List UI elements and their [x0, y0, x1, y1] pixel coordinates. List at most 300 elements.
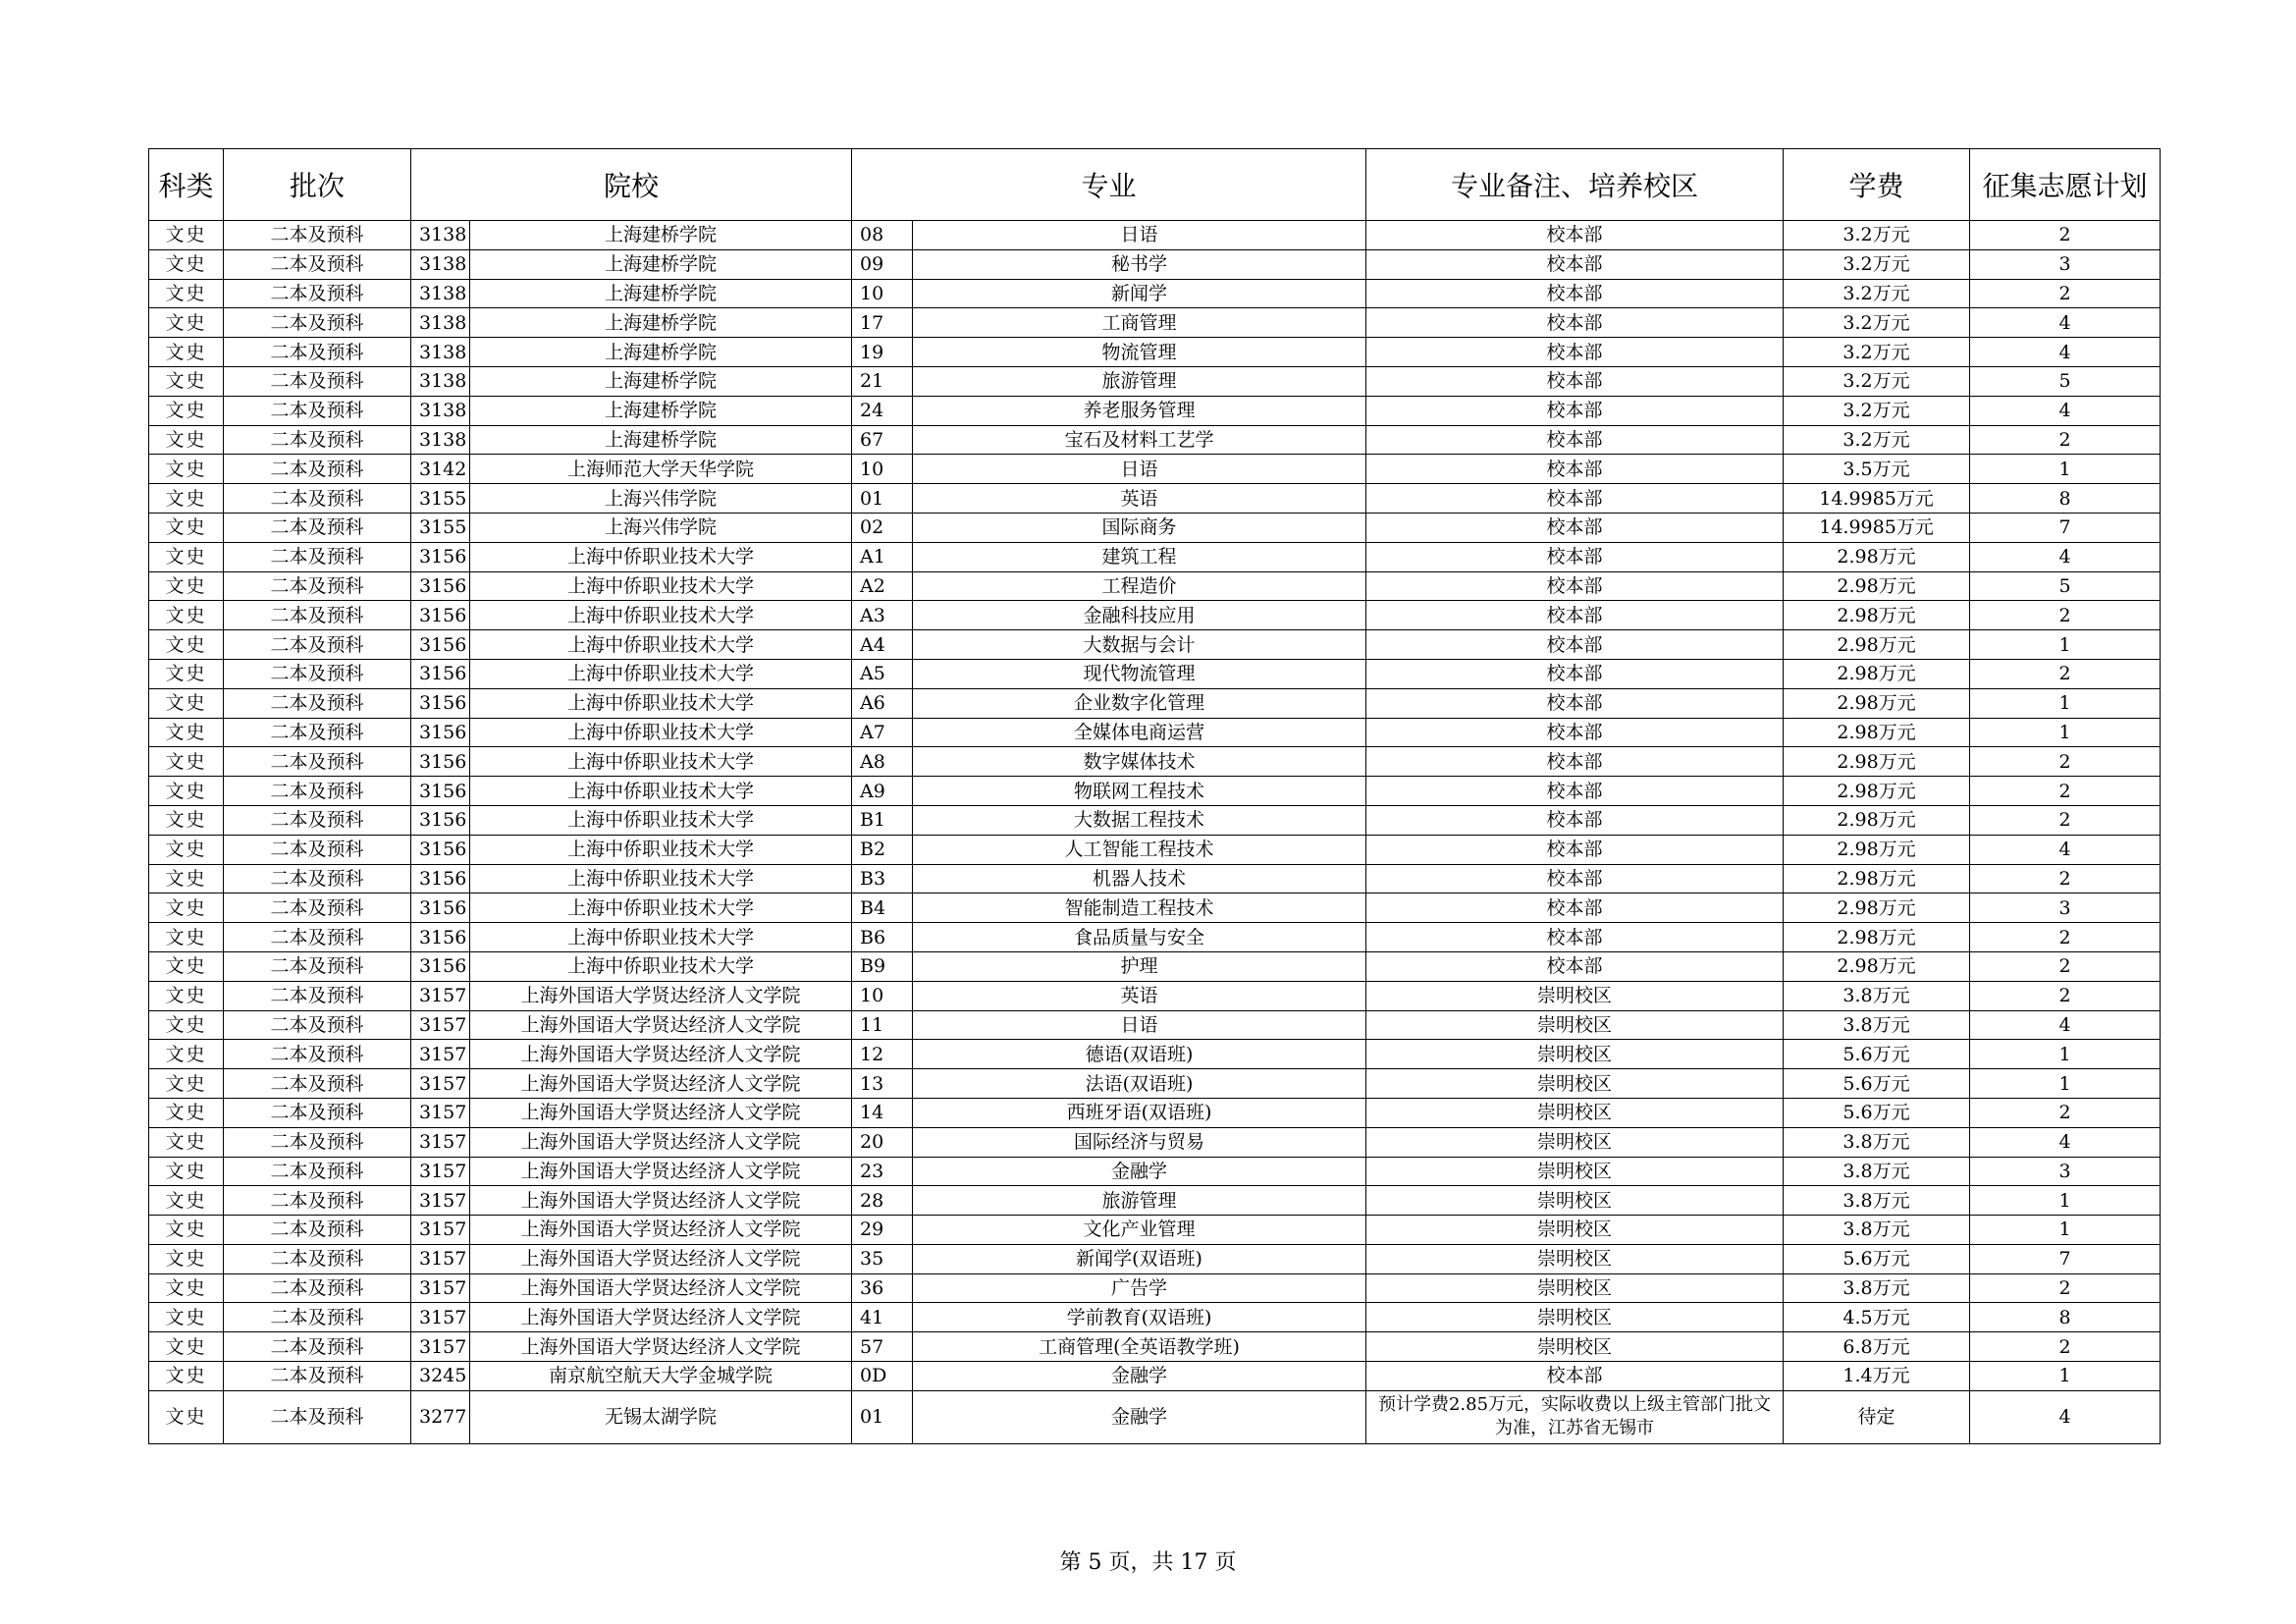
school-code-cell: 3156	[411, 601, 470, 630]
school-code-cell: 3156	[411, 805, 470, 835]
school-name-cell: 上海建桥学院	[470, 279, 852, 308]
school-name-cell: 上海兴伟学院	[470, 484, 852, 514]
major-name-cell: 秘书学	[913, 249, 1366, 279]
major-code-cell: 19	[852, 338, 913, 367]
major-code-cell: B6	[852, 923, 913, 952]
tuition-cell: 待定	[1784, 1390, 1970, 1443]
page-number: 第 5 页，共 17 页	[1059, 1550, 1237, 1575]
category-cell: 文史	[149, 513, 224, 542]
table-row	[149, 249, 2161, 279]
category-cell: 文史	[149, 1127, 224, 1157]
table-row	[149, 659, 2161, 688]
major-code-cell: 24	[852, 396, 913, 425]
major-name-cell: 物流管理	[913, 338, 1366, 367]
table-row	[149, 221, 2161, 250]
table-row	[149, 630, 2161, 660]
notes-cell: 崇明校区	[1366, 1157, 1784, 1186]
notes-cell: 校本部	[1366, 864, 1784, 893]
major-name-cell: 旅游管理	[913, 1186, 1366, 1216]
tuition-cell: 3.2万元	[1784, 338, 1970, 367]
category-cell: 文史	[149, 951, 224, 981]
notes-cell: 校本部	[1366, 221, 1784, 250]
tuition-cell: 3.2万元	[1784, 249, 1970, 279]
notes-cell: 崇明校区	[1366, 1303, 1784, 1332]
school-name-cell: 上海中侨职业技术大学	[470, 659, 852, 688]
tuition-cell: 5.6万元	[1784, 1069, 1970, 1099]
plan-cell: 2	[1970, 951, 2161, 981]
major-name-cell: 英语	[913, 981, 1366, 1010]
batch-cell: 二本及预科	[224, 718, 411, 747]
table-row	[149, 425, 2161, 455]
category-cell: 文史	[149, 1069, 224, 1099]
tuition-cell: 2.98万元	[1784, 805, 1970, 835]
batch-cell: 二本及预科	[224, 1390, 411, 1443]
major-code-cell: 11	[852, 1010, 913, 1040]
category-cell: 文史	[149, 1010, 224, 1040]
major-code-cell: A8	[852, 747, 913, 777]
category-cell: 文史	[149, 923, 224, 952]
tuition-cell: 6.8万元	[1784, 1332, 1970, 1362]
major-code-cell: A4	[852, 630, 913, 660]
plan-cell: 2	[1970, 425, 2161, 455]
plan-cell: 2	[1970, 279, 2161, 308]
category-cell: 文史	[149, 221, 224, 250]
school-name-cell: 上海外国语大学贤达经济人文学院	[470, 1332, 852, 1362]
header-category: 科类	[149, 149, 224, 221]
plan-cell: 4	[1970, 835, 2161, 864]
notes-cell: 崇明校区	[1366, 1216, 1784, 1245]
batch-cell: 二本及预科	[224, 1332, 411, 1362]
table-row	[149, 1332, 2161, 1362]
notes-cell: 校本部	[1366, 688, 1784, 718]
table-row	[149, 951, 2161, 981]
tuition-cell: 2.98万元	[1784, 571, 1970, 601]
major-code-cell: 29	[852, 1216, 913, 1245]
school-name-cell: 上海中侨职业技术大学	[470, 630, 852, 660]
tuition-cell: 5.6万元	[1784, 1040, 1970, 1069]
school-code-cell: 3277	[411, 1390, 470, 1443]
notes-cell: 崇明校区	[1366, 981, 1784, 1010]
tuition-cell: 3.5万元	[1784, 455, 1970, 484]
notes-cell: 校本部	[1366, 601, 1784, 630]
school-code-cell: 3138	[411, 425, 470, 455]
notes-cell: 校本部	[1366, 718, 1784, 747]
major-code-cell: 09	[852, 249, 913, 279]
major-name-cell: 宝石及材料工艺学	[913, 425, 1366, 455]
school-code-cell: 3156	[411, 747, 470, 777]
notes-cell: 校本部	[1366, 338, 1784, 367]
major-code-cell: 10	[852, 455, 913, 484]
school-name-cell: 上海中侨职业技术大学	[470, 571, 852, 601]
batch-cell: 二本及预科	[224, 308, 411, 338]
major-name-cell: 德语(双语班)	[913, 1040, 1366, 1069]
tuition-cell: 2.98万元	[1784, 951, 1970, 981]
category-cell: 文史	[149, 1273, 224, 1303]
category-cell: 文史	[149, 542, 224, 571]
notes-cell: 校本部	[1366, 747, 1784, 777]
plan-cell: 1	[1970, 455, 2161, 484]
notes-cell: 校本部	[1366, 279, 1784, 308]
school-code-cell: 3157	[411, 981, 470, 1010]
header-plan: 征集志愿计划	[1970, 149, 2161, 221]
category-cell: 文史	[149, 455, 224, 484]
major-code-cell: B1	[852, 805, 913, 835]
notes-cell: 校本部	[1366, 805, 1784, 835]
major-code-cell: B4	[852, 893, 913, 923]
school-name-cell: 上海外国语大学贤达经济人文学院	[470, 1069, 852, 1099]
major-name-cell: 食品质量与安全	[913, 923, 1366, 952]
major-code-cell: B3	[852, 864, 913, 893]
major-name-cell: 全媒体电商运营	[913, 718, 1366, 747]
batch-cell: 二本及预科	[224, 777, 411, 806]
major-name-cell: 建筑工程	[913, 542, 1366, 571]
school-name-cell: 上海外国语大学贤达经济人文学院	[470, 1157, 852, 1186]
school-code-cell: 3138	[411, 396, 470, 425]
batch-cell: 二本及预科	[224, 1303, 411, 1332]
batch-cell: 二本及预科	[224, 1186, 411, 1216]
school-code-cell: 3156	[411, 688, 470, 718]
category-cell: 文史	[149, 308, 224, 338]
major-name-cell: 人工智能工程技术	[913, 835, 1366, 864]
notes-cell: 崇明校区	[1366, 1244, 1784, 1273]
table-row	[149, 338, 2161, 367]
major-name-cell: 金融科技应用	[913, 601, 1366, 630]
plan-cell: 1	[1970, 630, 2161, 660]
plan-cell: 5	[1970, 571, 2161, 601]
table-row	[149, 718, 2161, 747]
major-name-cell: 金融学	[913, 1390, 1366, 1443]
school-code-cell: 3157	[411, 1303, 470, 1332]
notes-cell: 崇明校区	[1366, 1098, 1784, 1127]
major-name-cell: 金融学	[913, 1157, 1366, 1186]
school-code-cell: 3156	[411, 893, 470, 923]
school-name-cell: 上海中侨职业技术大学	[470, 893, 852, 923]
major-name-cell: 国际商务	[913, 513, 1366, 542]
school-name-cell: 上海外国语大学贤达经济人文学院	[470, 1040, 852, 1069]
major-name-cell: 工商管理	[913, 308, 1366, 338]
plan-cell: 2	[1970, 1332, 2161, 1362]
major-name-cell: 日语	[913, 221, 1366, 250]
major-code-cell: A2	[852, 571, 913, 601]
category-cell: 文史	[149, 1244, 224, 1273]
tuition-cell: 2.98万元	[1784, 601, 1970, 630]
school-name-cell: 上海外国语大学贤达经济人文学院	[470, 1186, 852, 1216]
batch-cell: 二本及预科	[224, 688, 411, 718]
school-name-cell: 上海中侨职业技术大学	[470, 688, 852, 718]
school-name-cell: 上海中侨职业技术大学	[470, 601, 852, 630]
school-code-cell: 3156	[411, 835, 470, 864]
school-name-cell: 上海外国语大学贤达经济人文学院	[470, 1244, 852, 1273]
category-cell: 文史	[149, 1390, 224, 1443]
plan-cell: 1	[1970, 1362, 2161, 1391]
major-code-cell: B2	[852, 835, 913, 864]
major-code-cell: 08	[852, 221, 913, 250]
table-row	[149, 542, 2161, 571]
notes-cell: 校本部	[1366, 396, 1784, 425]
table-row	[149, 513, 2161, 542]
batch-cell: 二本及预科	[224, 249, 411, 279]
table-row	[149, 396, 2161, 425]
school-name-cell: 南京航空航天大学金城学院	[470, 1362, 852, 1391]
notes-cell: 校本部	[1366, 308, 1784, 338]
plan-cell: 4	[1970, 1010, 2161, 1040]
plan-cell: 2	[1970, 805, 2161, 835]
plan-cell: 1	[1970, 1186, 2161, 1216]
tuition-cell: 5.6万元	[1784, 1098, 1970, 1127]
table-row	[149, 1010, 2161, 1040]
tuition-cell: 3.8万元	[1784, 1273, 1970, 1303]
table-row	[149, 777, 2161, 806]
major-name-cell: 大数据工程技术	[913, 805, 1366, 835]
school-name-cell: 上海中侨职业技术大学	[470, 542, 852, 571]
tuition-cell: 2.98万元	[1784, 864, 1970, 893]
notes-cell: 崇明校区	[1366, 1069, 1784, 1099]
table-row	[149, 1098, 2161, 1127]
plan-cell: 4	[1970, 338, 2161, 367]
major-name-cell: 机器人技术	[913, 864, 1366, 893]
major-code-cell: 21	[852, 366, 913, 396]
major-name-cell: 日语	[913, 1010, 1366, 1040]
school-name-cell: 上海中侨职业技术大学	[470, 951, 852, 981]
school-code-cell: 3142	[411, 455, 470, 484]
major-name-cell: 法语(双语班)	[913, 1069, 1366, 1099]
major-code-cell: 01	[852, 1390, 913, 1443]
notes-cell: 校本部	[1366, 542, 1784, 571]
major-name-cell: 英语	[913, 484, 1366, 514]
notes-cell: 校本部	[1366, 1362, 1784, 1391]
school-name-cell: 无锡太湖学院	[470, 1390, 852, 1443]
notes-cell: 崇明校区	[1366, 1186, 1784, 1216]
major-code-cell: 67	[852, 425, 913, 455]
category-cell: 文史	[149, 484, 224, 514]
batch-cell: 二本及预科	[224, 630, 411, 660]
school-name-cell: 上海外国语大学贤达经济人文学院	[470, 1127, 852, 1157]
category-cell: 文史	[149, 1332, 224, 1362]
batch-cell: 二本及预科	[224, 455, 411, 484]
tuition-cell: 2.98万元	[1784, 923, 1970, 952]
major-name-cell: 数字媒体技术	[913, 747, 1366, 777]
category-cell: 文史	[149, 747, 224, 777]
admissions-table	[148, 148, 2161, 1444]
plan-cell: 1	[1970, 718, 2161, 747]
plan-cell: 2	[1970, 601, 2161, 630]
plan-cell: 8	[1970, 1303, 2161, 1332]
batch-cell: 二本及预科	[224, 1273, 411, 1303]
category-cell: 文史	[149, 630, 224, 660]
tuition-cell: 14.9985万元	[1784, 513, 1970, 542]
school-code-cell: 3245	[411, 1362, 470, 1391]
major-name-cell: 大数据与会计	[913, 630, 1366, 660]
major-code-cell: A7	[852, 718, 913, 747]
school-name-cell: 上海建桥学院	[470, 308, 852, 338]
school-name-cell: 上海兴伟学院	[470, 513, 852, 542]
notes-cell: 校本部	[1366, 923, 1784, 952]
batch-cell: 二本及预科	[224, 1098, 411, 1127]
header-row	[149, 149, 2161, 221]
tuition-cell: 3.2万元	[1784, 279, 1970, 308]
school-code-cell: 3156	[411, 542, 470, 571]
school-code-cell: 3156	[411, 630, 470, 660]
table-row	[149, 835, 2161, 864]
batch-cell: 二本及预科	[224, 425, 411, 455]
major-name-cell: 智能制造工程技术	[913, 893, 1366, 923]
school-code-cell: 3138	[411, 249, 470, 279]
notes-cell: 校本部	[1366, 893, 1784, 923]
table-row	[149, 981, 2161, 1010]
major-code-cell: 35	[852, 1244, 913, 1273]
table-row	[149, 923, 2161, 952]
school-name-cell: 上海建桥学院	[470, 221, 852, 250]
tuition-cell: 3.8万元	[1784, 1186, 1970, 1216]
category-cell: 文史	[149, 893, 224, 923]
category-cell: 文史	[149, 1157, 224, 1186]
table-row	[149, 1040, 2161, 1069]
school-code-cell: 3156	[411, 923, 470, 952]
tuition-cell: 3.2万元	[1784, 396, 1970, 425]
notes-cell: 崇明校区	[1366, 1127, 1784, 1157]
tuition-cell: 5.6万元	[1784, 1244, 1970, 1273]
notes-cell: 预计学费2.85万元，实际收费以上级主管部门批文为准，江苏省无锡市	[1366, 1390, 1784, 1443]
school-name-cell: 上海建桥学院	[470, 366, 852, 396]
major-name-cell: 旅游管理	[913, 366, 1366, 396]
plan-cell: 2	[1970, 923, 2161, 952]
plan-cell: 2	[1970, 747, 2161, 777]
notes-cell: 校本部	[1366, 249, 1784, 279]
tuition-cell: 3.8万元	[1784, 981, 1970, 1010]
batch-cell: 二本及预科	[224, 1216, 411, 1245]
school-code-cell: 3157	[411, 1157, 470, 1186]
notes-cell: 校本部	[1366, 630, 1784, 660]
notes-cell: 校本部	[1366, 455, 1784, 484]
major-name-cell: 养老服务管理	[913, 396, 1366, 425]
school-name-cell: 上海外国语大学贤达经济人文学院	[470, 1216, 852, 1245]
table-row	[149, 571, 2161, 601]
category-cell: 文史	[149, 601, 224, 630]
major-name-cell: 国际经济与贸易	[913, 1127, 1366, 1157]
batch-cell: 二本及预科	[224, 1069, 411, 1099]
header-school: 院校	[411, 149, 852, 221]
table-row	[149, 1390, 2161, 1443]
tuition-cell: 2.98万元	[1784, 718, 1970, 747]
major-name-cell: 新闻学	[913, 279, 1366, 308]
tuition-cell: 3.8万元	[1784, 1157, 1970, 1186]
school-name-cell: 上海外国语大学贤达经济人文学院	[470, 1303, 852, 1332]
table-row	[149, 747, 2161, 777]
batch-cell: 二本及预科	[224, 747, 411, 777]
batch-cell: 二本及预科	[224, 951, 411, 981]
major-code-cell: 10	[852, 981, 913, 1010]
header-batch: 批次	[224, 149, 411, 221]
plan-cell: 4	[1970, 1127, 2161, 1157]
school-code-cell: 3157	[411, 1098, 470, 1127]
plan-cell: 1	[1970, 1216, 2161, 1245]
plan-cell: 8	[1970, 484, 2161, 514]
school-name-cell: 上海中侨职业技术大学	[470, 777, 852, 806]
table-row	[149, 1186, 2161, 1216]
category-cell: 文史	[149, 1362, 224, 1391]
major-code-cell: A3	[852, 601, 913, 630]
table-row	[149, 1216, 2161, 1245]
major-name-cell: 护理	[913, 951, 1366, 981]
tuition-cell: 3.2万元	[1784, 308, 1970, 338]
table-row	[149, 1069, 2161, 1099]
category-cell: 文史	[149, 981, 224, 1010]
major-name-cell: 文化产业管理	[913, 1216, 1366, 1245]
plan-cell: 2	[1970, 1273, 2161, 1303]
school-code-cell: 3156	[411, 571, 470, 601]
plan-cell: 4	[1970, 308, 2161, 338]
plan-cell: 2	[1970, 659, 2161, 688]
tuition-cell: 3.2万元	[1784, 366, 1970, 396]
tuition-cell: 2.98万元	[1784, 542, 1970, 571]
table-row	[149, 864, 2161, 893]
major-code-cell: 02	[852, 513, 913, 542]
tuition-cell: 4.5万元	[1784, 1303, 1970, 1332]
batch-cell: 二本及预科	[224, 221, 411, 250]
tuition-cell: 14.9985万元	[1784, 484, 1970, 514]
major-code-cell: 20	[852, 1127, 913, 1157]
plan-cell: 4	[1970, 396, 2161, 425]
school-code-cell: 3138	[411, 308, 470, 338]
notes-cell: 崇明校区	[1366, 1273, 1784, 1303]
plan-cell: 2	[1970, 777, 2161, 806]
category-cell: 文史	[149, 688, 224, 718]
major-code-cell: 23	[852, 1157, 913, 1186]
school-code-cell: 3156	[411, 864, 470, 893]
school-code-cell: 3156	[411, 718, 470, 747]
table-row	[149, 1362, 2161, 1391]
tuition-cell: 3.2万元	[1784, 221, 1970, 250]
table-row	[149, 366, 2161, 396]
batch-cell: 二本及预科	[224, 279, 411, 308]
major-name-cell: 广告学	[913, 1273, 1366, 1303]
major-code-cell: 36	[852, 1273, 913, 1303]
table-row	[149, 601, 2161, 630]
tuition-cell: 3.8万元	[1784, 1216, 1970, 1245]
plan-cell: 5	[1970, 366, 2161, 396]
major-code-cell: A6	[852, 688, 913, 718]
table-row	[149, 1127, 2161, 1157]
school-code-cell: 3156	[411, 951, 470, 981]
batch-cell: 二本及预科	[224, 1010, 411, 1040]
tuition-cell: 3.8万元	[1784, 1127, 1970, 1157]
notes-cell: 校本部	[1366, 571, 1784, 601]
batch-cell: 二本及预科	[224, 1127, 411, 1157]
major-code-cell: 28	[852, 1186, 913, 1216]
major-code-cell: A5	[852, 659, 913, 688]
major-name-cell: 现代物流管理	[913, 659, 1366, 688]
plan-cell: 2	[1970, 864, 2161, 893]
major-name-cell: 物联网工程技术	[913, 777, 1366, 806]
school-code-cell: 3157	[411, 1069, 470, 1099]
school-name-cell: 上海外国语大学贤达经济人文学院	[470, 1010, 852, 1040]
category-cell: 文史	[149, 249, 224, 279]
category-cell: 文史	[149, 1186, 224, 1216]
plan-cell: 3	[1970, 249, 2161, 279]
school-code-cell: 3155	[411, 484, 470, 514]
notes-cell: 校本部	[1366, 513, 1784, 542]
plan-cell: 3	[1970, 893, 2161, 923]
major-code-cell: 57	[852, 1332, 913, 1362]
batch-cell: 二本及预科	[224, 601, 411, 630]
table-row	[149, 455, 2161, 484]
school-code-cell: 3157	[411, 1273, 470, 1303]
plan-cell: 4	[1970, 1390, 2161, 1443]
table-row	[149, 893, 2161, 923]
major-code-cell: 41	[852, 1303, 913, 1332]
category-cell: 文史	[149, 718, 224, 747]
category-cell: 文史	[149, 805, 224, 835]
